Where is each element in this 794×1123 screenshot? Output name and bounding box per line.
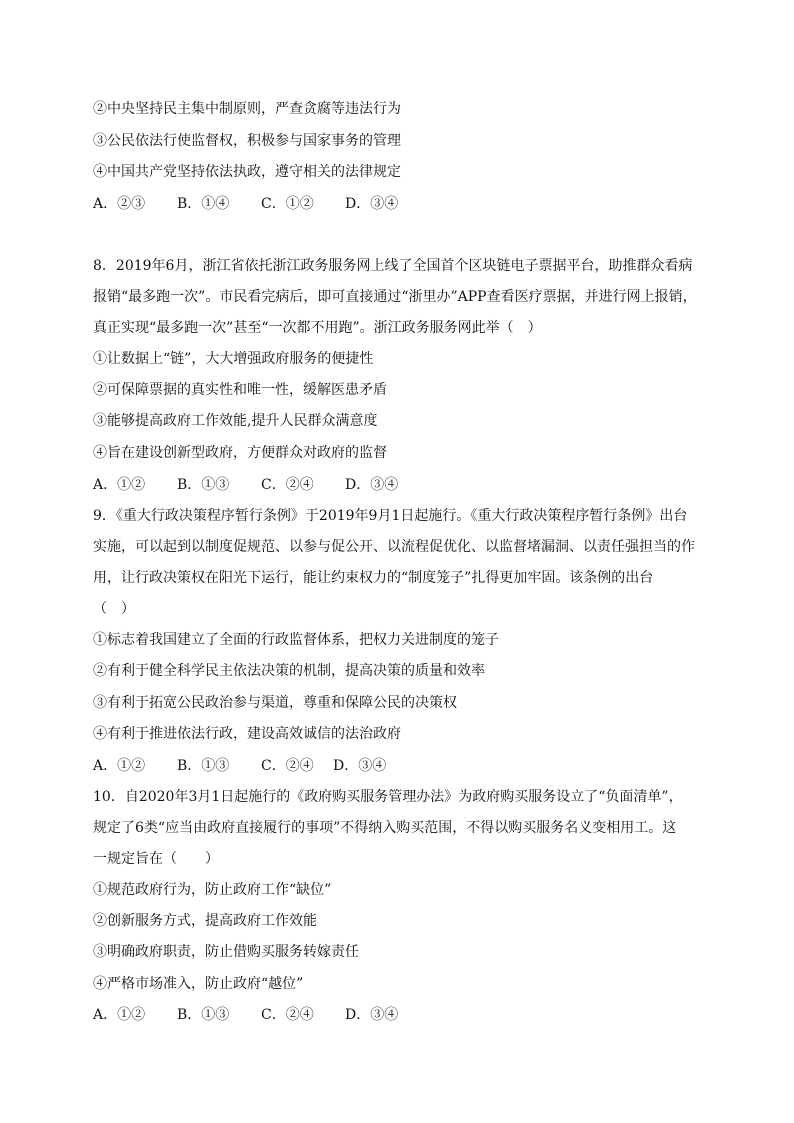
answer-bracket: （ ） — [93, 601, 135, 617]
option-line: ①让数据上“链”，大大增强政府服务的便捷性 — [93, 351, 374, 367]
answer-choice-c: C．②④ — [261, 1007, 314, 1023]
answer-choice-c: C．②④ — [261, 758, 314, 774]
option-line: ③明确政府职责，防止借购买服务转嫁责任 — [93, 944, 359, 960]
question-stem-line: 一规定旨在（ ） — [93, 851, 219, 867]
answer-choice-a: A．②③ — [93, 196, 146, 212]
answer-choice-b: B．①③ — [177, 1007, 230, 1023]
option-line: ④有利于推进依法行政，建设高效诚信的法治政府 — [93, 726, 401, 742]
question-stem-line: 报销“最多跑一次”。市民看完病后，即可直接通过“浙里办”APP查看医疗票据，并进行网上报销， — [93, 289, 697, 305]
question-stem-line: 10．自2020年3月1日起施行的《政府购买服务管理办法》为政府购买服务设立了“负面清单”， — [93, 789, 683, 805]
option-line: ③能够提高政府工作效能,提升人民群众满意度 — [93, 413, 378, 429]
answer-choice-b: B．①③ — [177, 758, 230, 774]
option-line: ②可保障票据的真实性和唯一性，缓解医患矛盾 — [93, 382, 387, 398]
question-stem-line: 真正实现“最多跑一次”甚至“一次都不用跑”。浙江政务服务网此举（ ） — [93, 320, 542, 336]
answer-choice-b: B．①③ — [177, 477, 230, 493]
answer-choice-d: D．③④ — [333, 758, 387, 774]
question-stem-line: 8．2019年6月，浙江省依托浙江政务服务网上线了全国首个区块链电子票据平台，助推群众看病 — [93, 258, 693, 274]
answer-choice-d: D．③④ — [345, 1007, 399, 1023]
option-line: ④中国共产党坚持依法执政，遵守相关的法律规定 — [93, 164, 401, 180]
answer-choice-d: D．③④ — [345, 477, 399, 493]
option-line: ③公民依法行使监督权，积极参与国家事务的管理 — [93, 133, 401, 149]
answer-choice-d: D．③④ — [345, 196, 399, 212]
answer-choice-a: A．①② — [93, 758, 146, 774]
option-line: ①规范政府行为，防止政府工作“缺位” — [93, 882, 332, 898]
question-stem-line: 规定了6类“应当由政府直接履行的事项”不得纳入购买范围，不得以购买服务名义变相用工。这 — [93, 820, 677, 836]
option-line: ④严格市场准入，防止政府“越位” — [93, 976, 304, 992]
option-line: ④旨在建设创新型政府，方便群众对政府的监督 — [93, 445, 387, 461]
answer-choice-a: A．①② — [93, 477, 146, 493]
answer-choice-c: C．①② — [261, 196, 314, 212]
answer-choice-c: C．②④ — [261, 477, 314, 493]
answer-choice-b: B．①④ — [177, 196, 230, 212]
question-stem-line: 用，让行政决策权在阳光下运行，能让约束权力的“制度笼子”扎得更加牢固。该条例的出台 — [93, 570, 654, 586]
option-line: ②有利于健全科学民主依法决策的机制，提高决策的质量和效率 — [93, 663, 485, 679]
option-line: ③有利于拓宽公民政治参与渠道，尊重和保障公民的决策权 — [93, 695, 457, 711]
option-line: ①标志着我国建立了全面的行政监督体系，把权力关进制度的笼子 — [93, 632, 499, 648]
question-stem-line: 9．《重大行政决策程序暂行条例》于2019年9月1日起施行。《重大行政决策程序暂行条例》出台 — [93, 508, 688, 524]
question-stem-line: 实施，可以起到以制度促规范、以参与促公开、以流程促优化、以监督堵漏洞、以责任强担当的作 — [93, 539, 695, 555]
answer-choice-a: A．①② — [93, 1007, 146, 1023]
option-line: ②创新服务方式，提高政府工作效能 — [93, 913, 317, 929]
option-line: ②中央坚持民主集中制原则，严查贪腐等违法行为 — [93, 101, 401, 117]
